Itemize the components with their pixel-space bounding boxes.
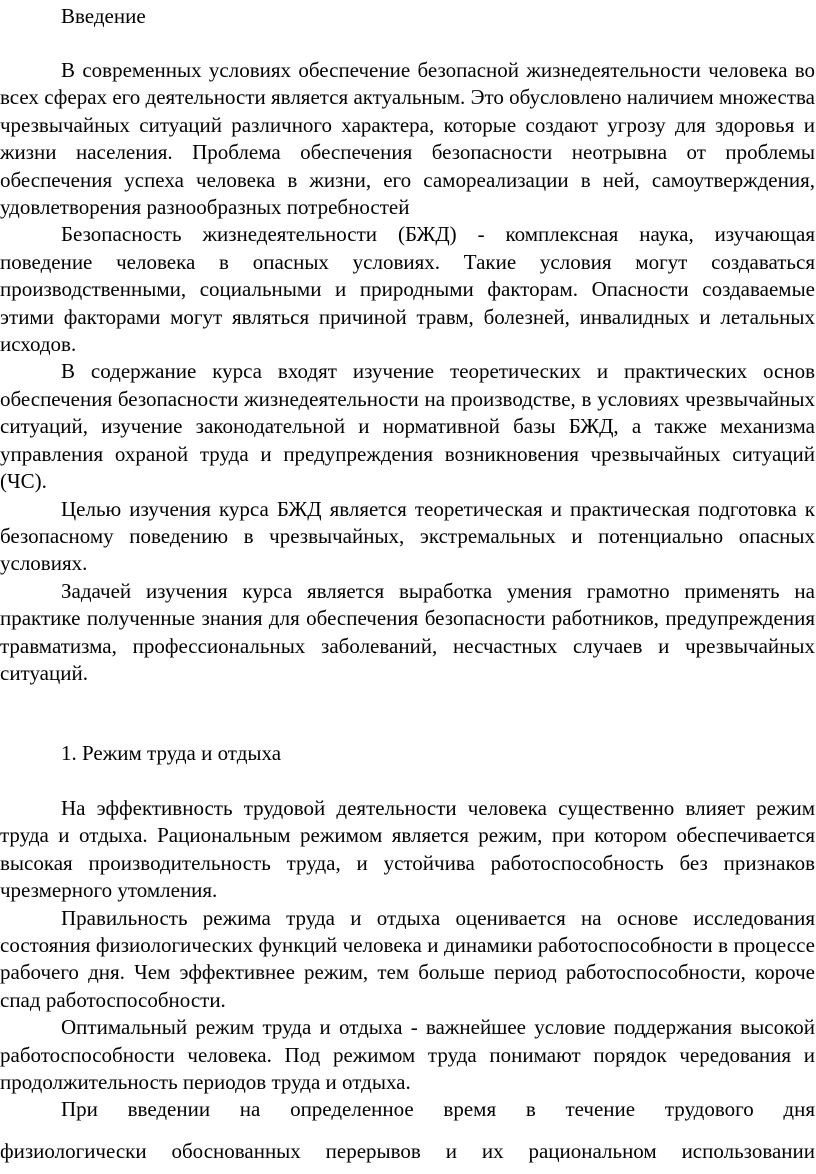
section-1-continuation-line: физиологически обоснованных перерывов и их рациональном использовании <box>0 1139 815 1163</box>
section-1-paragraph-2: Правильность режима труда и отдыха оценивается на основе исследования состояния физиологических функций человека и динамики работоспособности в процессе рабочего дня. Чем эффективнее режим, тем больше период работоспособности, короче спад работоспособности. <box>0 905 815 1012</box>
intro-paragraph-4: Целью изучения курса БЖД является теоретическая и практическая подготовка к безопасному поведению в чрезвычайных, экстремальных и потенциально опасных условиях. <box>0 496 815 576</box>
intro-paragraph-2: Безопасность жизнедеятельности (БЖД) - комплексная наука, изучающая поведение человека в опасных условиях. Такие условия могут создаваться производственными, социальными и природными факторам. Опасности создаваемые этими факторами могут являться причиной травм, болезней, инвалидных и летальных исходов. <box>0 222 815 357</box>
section-1-body <box>0 795 815 1124</box>
intro-heading: Введение <box>61 4 146 28</box>
section-1-paragraph-1: На эффективность трудовой деятельности человека существенно влияет режим труда и отдыха. Рациональным режимом является режим, при котором обеспечивается высокая производительность труда, и устойчива работоспособность без признаков чрезмерного утомления. <box>0 796 815 903</box>
intro-body <box>0 57 815 687</box>
section-1-paragraph-4: При введении на определенное время в течение трудового дня <box>61 1097 815 1122</box>
section-1-heading: 1. Режим труда и отдыха <box>61 741 282 765</box>
section-1-paragraph-3: Оптимальный режим труда и отдыха - важнейшее условие поддержания высокой работоспособности человека. Под режимом труда понимают порядок чередования и продолжительность периодов труда и отдыха. <box>0 1015 815 1095</box>
intro-paragraph-1: В современных условиях обеспечение безопасной жизнедеятельности человека во всех сферах его деятельности является актуальным. Это обусловлено наличием множества чрезвычайных ситуаций различного характера, которые создают угрозу для здоровья и жизни населения. Проблема обеспечения безопасности неотрывна от проблемы обеспечения успеха человека в жизни, его самореализации в ней, самоутверждения, удовлетворения разнообразных потребностей <box>0 58 815 220</box>
intro-paragraph-3: В содержание курса входят изучение теоретических и практических основ обеспечения безопасности жизнедеятельности на производстве, в условиях чрезвычайных ситуаций, изучение законодательной и нормативной базы БЖД, а также механизма управления охраной труда и предупреждения возникновения чрезвычайных ситуаций (ЧС). <box>0 359 815 494</box>
intro-paragraph-5: Задачей изучения курса является выработка умения грамотно применять на практике полученные знания для обеспечения безопасности работников, предупреждения травматизма, профессиональных заболеваний, несчастных случаев и чрезвычайных ситуаций. <box>0 578 815 685</box>
